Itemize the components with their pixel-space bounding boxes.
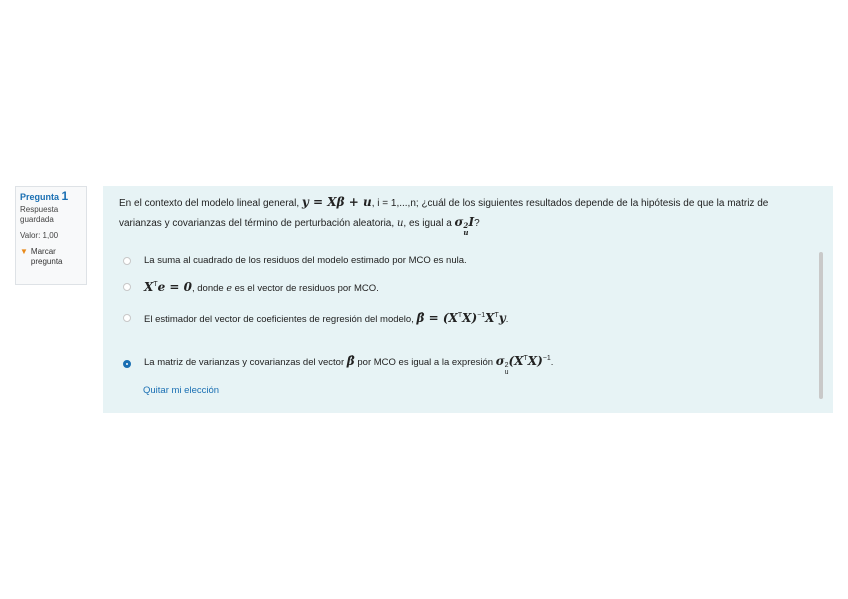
option-d-label: La matriz de varianzas y covarianzas del vector β̂ por MCO es igual a la expresión σ 2 u $(X^TX)^{-1}$. <box>144 354 554 376</box>
model-formula: y = Xβ + u <box>301 195 372 209</box>
sigma-formula: σ 2 u I <box>454 215 475 237</box>
answer-option-b[interactable] <box>123 278 379 296</box>
clear-choice-link[interactable]: Quitar mi elección <box>143 385 220 396</box>
option-c-radio[interactable] <box>123 314 131 322</box>
question-formulation <box>103 186 833 413</box>
option-a-label: La suma al cuadrado de los residuos del modelo estimado por MCO es nula. <box>144 255 467 266</box>
flag-label: Marcar pregunta <box>30 247 63 266</box>
question-number-value: 1 <box>61 189 69 203</box>
question-label: Pregunta <box>20 192 60 202</box>
option-a-radio[interactable] <box>123 257 131 265</box>
question-text: En el contexto del modelo lineal general, y = Xβ + u, i = 1,...,n; ¿cuál de los siguientes resultados depende de la hipótesis de que la matriz de varianzas y covarianzas del término de perturbación aleatoria, u, es igual a σ 2 u I? <box>119 195 769 237</box>
option-c-label: El estimador del vector de coeficientes de regresión del modelo, β̂ = $(X^TX)^{-1}X^Ty$. <box>144 311 509 325</box>
question-info-panel <box>15 186 87 285</box>
flag-question-button[interactable] <box>20 247 86 267</box>
option-d-radio[interactable] <box>123 360 131 368</box>
option-b-radio[interactable] <box>123 283 131 291</box>
question-number <box>20 190 86 203</box>
answer-option-a[interactable] <box>123 254 467 268</box>
answer-option-c[interactable] <box>123 309 508 327</box>
answer-option-d[interactable] <box>123 352 553 376</box>
option-b-label: $X^Te = 0$, donde e es el vector de residuos por MCO. <box>144 280 379 294</box>
question-state: Respuesta guardada <box>20 205 59 224</box>
flag-icon: ▼ <box>20 247 28 256</box>
question-grade: Valor: 1,00 <box>20 231 59 240</box>
scrollbar[interactable] <box>819 252 823 399</box>
